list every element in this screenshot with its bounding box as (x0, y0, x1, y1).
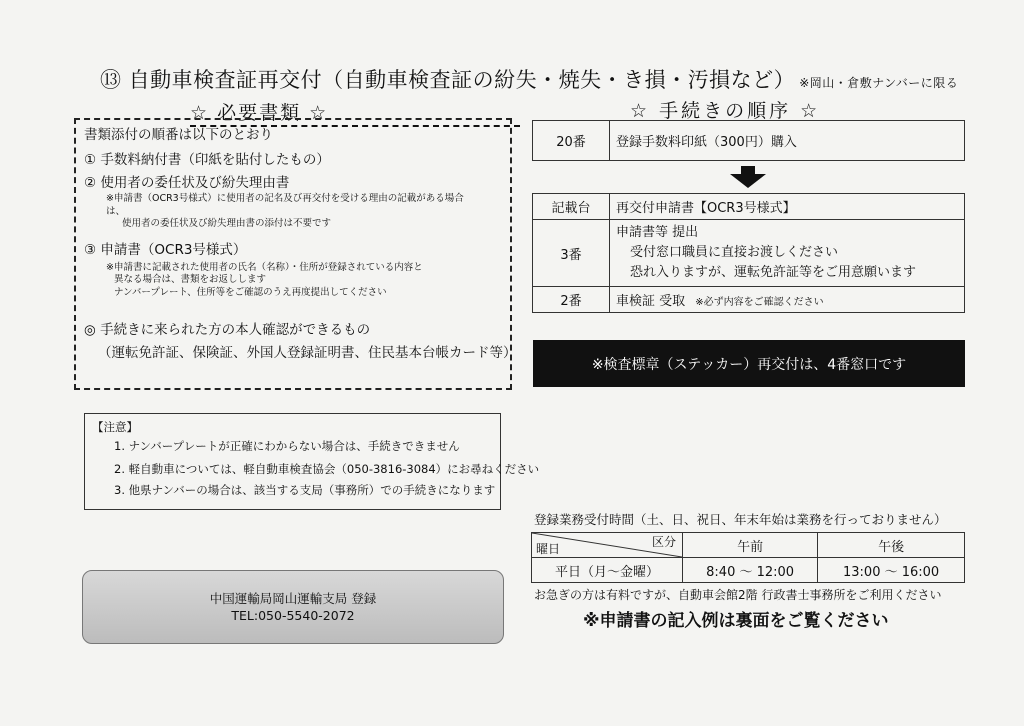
business-hours-table (531, 532, 965, 583)
page-title (100, 64, 958, 94)
hours-title: 登録業務受付時間（土、日、祝日、年末年始は業務を行っておりません） (534, 512, 947, 527)
procedure-heading: ☆ 手続きの順序 ☆ (630, 100, 821, 122)
step-3-counter: 3番 (533, 220, 610, 287)
office-contact-box (82, 570, 504, 644)
step-4-note: ※必ず内容をご確認ください (695, 297, 824, 308)
document-item-3: ③ 申請書（OCR3号様式） (84, 241, 247, 258)
document-item-3-note-1: ※申請書に記載された使用者の氏名（名称）・住所が登録されている内容と (106, 261, 423, 273)
hours-pm-time: 13:00 ～ 16:00 (818, 558, 965, 583)
document-item-2: ② 使用者の委任状及び紛失理由書 (84, 175, 290, 191)
step-2-text: 再交付申請書【OCR3号様式】 (610, 194, 965, 220)
caution-3: 3. 他県ナンバーの場合は、該当する支局（事務所）での手続きになります (114, 483, 496, 497)
cautions-header: 【注意】 (92, 420, 138, 434)
document-item-2-note-1: ※申請書（OCR3号様式）に使用者の記名及び再交付を受ける理由の記載がある場合 (106, 193, 464, 204)
hours-col-pm: 午後 (818, 533, 965, 558)
document-item-4: ◎ 手続きに来られた方の本人確認ができるもの (84, 322, 371, 338)
cautions-box (84, 413, 540, 510)
caution-2: 2. 軽自動車については、軽自動車検査協会（050-3816-3084）にお尋ねください (114, 462, 540, 476)
step-3-line-2: 受付窓口職員に直接お渡しください (630, 245, 839, 260)
document-item-3-note-2: 異なる場合は、書類をお返しします (114, 274, 267, 285)
hours-corner-cell (532, 533, 683, 558)
document-item-4-sub: （運転免許証、保険証、外国人登録証明書、住民基本台帳カード等） (98, 345, 517, 361)
back-page-note: ※申請書の記入例は裏面をご覧ください (583, 611, 889, 631)
caution-1: 1. ナンバープレートが正確にわからない場合は、手続きできません (114, 439, 460, 453)
title-main: ⑬ 自動車検査証再交付（自動車検査証の紛失・焼失・き損・汚損など） (100, 68, 796, 92)
document-item-2-note-2: は、 (106, 205, 126, 217)
hours-col-am: 午前 (683, 533, 818, 558)
required-documents-box (74, 118, 517, 390)
hours-row-label: 平日（月～金曜） (532, 558, 683, 583)
office-name: 中国運輸局岡山運輸支局 登録 (209, 591, 377, 606)
step-1-counter: 20番 (533, 121, 610, 161)
title-note: ※岡山・倉敷ナンバーに限る (799, 76, 959, 90)
step-1-text: 登録手数料印紙（300円）購入 (610, 121, 965, 161)
document-item-3-note-3: ナンバープレート、住所等をご確認のうえ再度提出してください (114, 286, 387, 298)
document-item-2-note-3: 使用者の委任状及び紛失理由書の添付は不要です (122, 218, 332, 229)
sticker-notice-bar: ※検査標章（ステッカー）再交付は、4番窓口です (533, 340, 965, 387)
procedure-step-1-table (532, 120, 965, 161)
step-3-line-1: 申請書等 提出 (616, 225, 699, 240)
corner-top-label: 区分 (651, 535, 676, 549)
step-4-counter: 2番 (533, 287, 610, 313)
step-3-line-3: 恐れ入りますが、運転免許証等をご用意願います (630, 265, 917, 280)
down-arrow-icon (730, 174, 766, 188)
office-tel: TEL:050-5540-2072 (231, 608, 355, 623)
step-4-text: 車検証 受取 (616, 294, 686, 309)
documents-intro: 書類添付の順番は以下のとおり (84, 127, 273, 143)
required-documents-heading: ☆ 必要書類 ☆ (190, 98, 520, 127)
step-2-counter: 記載台 (533, 194, 610, 220)
corner-bottom-label: 曜日 (536, 542, 561, 556)
hours-am-time: 8:40 ～ 12:00 (683, 558, 818, 583)
procedure-steps-table (532, 193, 965, 313)
hours-note: お急ぎの方は有料ですが、自動車会館2階 行政書士事務所をご利用ください (534, 588, 942, 602)
document-item-1: ① 手数料納付書（印紙を貼付したもの） (84, 152, 330, 168)
